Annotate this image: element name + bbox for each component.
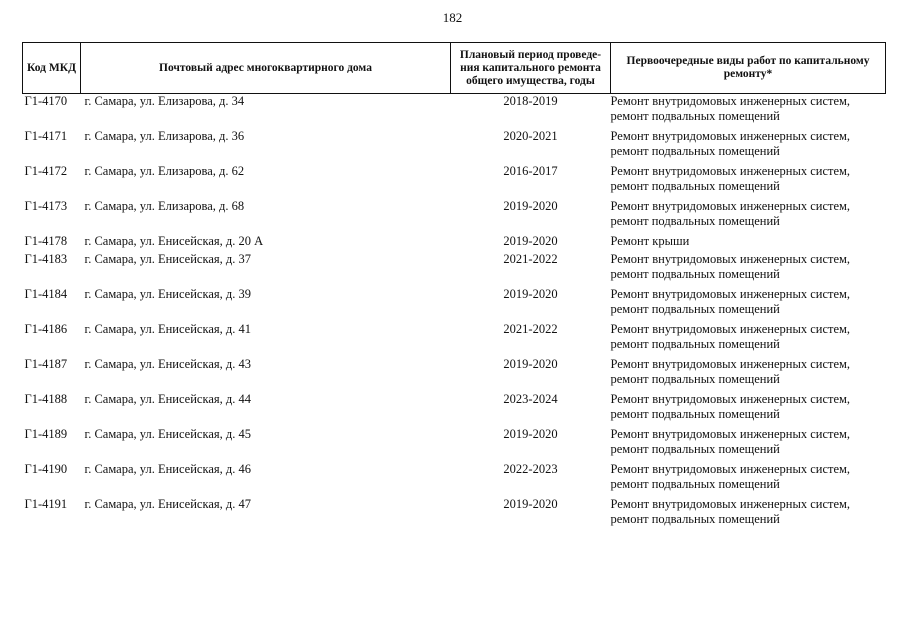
cell-works: Ремонт внутридомовых инженерных систем, ремонт подвальных помещений (610, 252, 851, 281)
cell-address: г. Самара, ул. Енисейская, д. 39 (84, 287, 252, 301)
cell-works: Ремонт внутридомовых инженерных систем, ремонт подвальных помещений (610, 129, 851, 158)
cell-code: Г1-4173 (24, 199, 68, 213)
cell-code: Г1-4191 (24, 497, 68, 511)
cell-works: Ремонт крыши (610, 234, 690, 248)
cell-address: г. Самара, ул. Енисейская, д. 43 (84, 357, 252, 371)
table-row (23, 164, 886, 199)
cell-works: Ремонт внутридомовых инженерных систем, ремонт подвальных помещений (610, 287, 851, 316)
cell-works: Ремонт внутридомовых инженерных систем, ремонт подвальных помещений (610, 199, 851, 228)
cell-period: 2019-2020 (503, 357, 558, 371)
cell-code: Г1-4171 (24, 129, 68, 143)
cell-address: г. Самара, ул. Енисейская, д. 37 (84, 252, 252, 266)
cell-address: г. Самара, ул. Енисейская, д. 41 (84, 322, 252, 336)
header-works: Первоочередные виды работ по капитальному ремонту* (611, 43, 886, 94)
table-row (23, 392, 886, 427)
cell-period: 2021-2022 (503, 322, 558, 336)
cell-works: Ремонт внутридомовых инженерных систем, ремонт подвальных помещений (610, 94, 851, 123)
cell-code: Г1-4170 (24, 94, 68, 108)
table-row (23, 199, 886, 234)
cell-works: Ремонт внутридомовых инженерных систем, ремонт подвальных помещений (610, 357, 851, 386)
table-body (23, 94, 886, 533)
cell-period: 2021-2022 (503, 252, 558, 266)
page-number: 182 (442, 10, 463, 25)
cell-period: 2018-2019 (503, 94, 558, 108)
table-row (23, 234, 886, 252)
cell-address: г. Самара, ул. Енисейская, д. 47 (84, 497, 252, 511)
cell-works: Ремонт внутридомовых инженерных систем, ремонт подвальных помещений (610, 427, 851, 456)
header-address: Почтовый адрес многоквартирного дома (81, 43, 451, 94)
table-row (23, 94, 886, 130)
table-row (23, 129, 886, 164)
cell-works: Ремонт внутридомовых инженерных систем, ремонт подвальных помещений (610, 462, 851, 491)
cell-period: 2019-2020 (503, 199, 558, 213)
cell-code: Г1-4190 (24, 462, 68, 476)
table-row (23, 322, 886, 357)
cell-address: г. Самара, ул. Енисейская, д. 20 А (84, 234, 264, 248)
table-row (23, 252, 886, 287)
cell-works: Ремонт внутридомовых инженерных систем, ремонт подвальных помещений (610, 322, 851, 351)
cell-address: г. Самара, ул. Енисейская, д. 46 (84, 462, 252, 476)
table-row (23, 462, 886, 497)
header-code: Код МКД (23, 43, 81, 94)
table-row (23, 427, 886, 462)
repair-schedule-table (22, 42, 886, 532)
cell-address: г. Самара, ул. Енисейская, д. 44 (84, 392, 252, 406)
cell-code: Г1-4184 (24, 287, 68, 301)
cell-period: 2023-2024 (503, 392, 558, 406)
cell-code: Г1-4186 (24, 322, 68, 336)
cell-code: Г1-4187 (24, 357, 68, 371)
cell-code: Г1-4188 (24, 392, 68, 406)
cell-code: Г1-4189 (24, 427, 68, 441)
cell-works: Ремонт внутридомовых инженерных систем, ремонт подвальных помещений (610, 392, 851, 421)
cell-works: Ремонт внутридомовых инженерных систем, ремонт подвальных помещений (610, 497, 851, 526)
cell-period: 2019-2020 (503, 234, 558, 248)
cell-period: 2016-2017 (503, 164, 558, 178)
cell-address: г. Самара, ул. Енисейская, д. 45 (84, 427, 252, 441)
header-period: Плановый период проведе-ния капитального ремонта общего имущества, годы (451, 43, 611, 94)
cell-works: Ремонт внутридомовых инженерных систем, ремонт подвальных помещений (610, 164, 851, 193)
cell-address: г. Самара, ул. Елизарова, д. 34 (84, 94, 245, 108)
cell-period: 2022-2023 (503, 462, 558, 476)
cell-period: 2019-2020 (503, 287, 558, 301)
cell-code: Г1-4183 (24, 252, 68, 266)
table-row (23, 357, 886, 392)
cell-code: Г1-4178 (24, 234, 68, 248)
cell-code: Г1-4172 (24, 164, 68, 178)
cell-address: г. Самара, ул. Елизарова, д. 36 (84, 129, 245, 143)
table-row (23, 497, 886, 532)
table-header (23, 43, 886, 94)
table-row (23, 287, 886, 322)
cell-address: г. Самара, ул. Елизарова, д. 68 (84, 199, 245, 213)
cell-period: 2020-2021 (503, 129, 558, 143)
cell-period: 2019-2020 (503, 497, 558, 511)
cell-period: 2019-2020 (503, 427, 558, 441)
cell-address: г. Самара, ул. Елизарова, д. 62 (84, 164, 245, 178)
